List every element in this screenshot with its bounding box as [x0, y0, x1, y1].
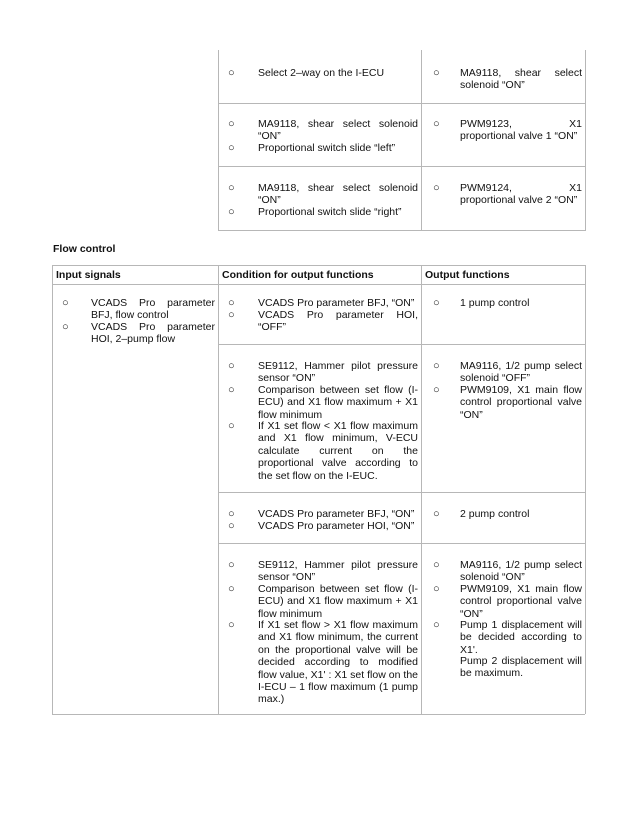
- flow-table-header-divider: [52, 284, 585, 285]
- condition-text: VCADS Pro parameter HOI, “ON”: [258, 520, 415, 532]
- circle-bullet-icon: ○: [433, 360, 440, 372]
- circle-bullet-icon: ○: [228, 309, 235, 321]
- flow-table-row-divider: [218, 492, 585, 493]
- circle-bullet-icon: ○: [228, 384, 235, 396]
- condition-text: Select 2–way on the I-ECU: [258, 67, 385, 79]
- circle-bullet-icon: ○: [433, 619, 440, 631]
- circle-bullet-icon: ○: [433, 297, 440, 309]
- header-condition: Condition for output functions: [222, 269, 374, 281]
- circle-bullet-icon: ○: [62, 297, 69, 309]
- circle-bullet-icon: ○: [433, 384, 440, 396]
- condition-text: VCADS Pro parameter BFJ, “ON”: [258, 508, 415, 520]
- condition-text: Comparison between set flow (I-ECU) and X1 flow maximum + X1 flow minimum: [258, 384, 418, 421]
- section-title: Flow control: [53, 243, 116, 255]
- condition-text: MA9118, shear select solenoid “ON”: [258, 182, 418, 207]
- circle-bullet-icon: ○: [228, 619, 235, 631]
- output-text: Pump 1 displacement will be decided according to X1'.: [460, 619, 582, 656]
- circle-bullet-icon: ○: [433, 583, 440, 595]
- flow-table-row-divider: [218, 543, 585, 544]
- output-text: PWM9109, X1 main flow control proportional valve “ON”: [460, 384, 582, 421]
- condition-text: Comparison between set flow (I-ECU) and X1 flow maximum + X1 flow minimum: [258, 583, 418, 620]
- circle-bullet-icon: ○: [228, 206, 235, 218]
- condition-text: Proportional switch slide “right”: [258, 206, 402, 218]
- circle-bullet-icon: ○: [433, 67, 440, 79]
- top-table-right-border: [585, 50, 586, 231]
- top-table-row-divider: [218, 166, 585, 167]
- flow-table-left-border: [52, 265, 53, 714]
- output-text: PWM9109, X1 main flow control proportional valve “ON”: [460, 583, 582, 620]
- output-text: MA9118, shear select solenoid “ON”: [460, 67, 582, 92]
- circle-bullet-icon: ○: [228, 520, 235, 532]
- top-table-mid-border: [421, 50, 422, 231]
- flow-table-col-divider: [218, 265, 219, 714]
- input-signal-text: VCADS Pro parameter HOI, 2–pump flow: [91, 321, 215, 346]
- circle-bullet-icon: ○: [433, 559, 440, 571]
- top-table-bottom-border: [218, 230, 585, 231]
- condition-text: Proportional switch slide “left”: [258, 142, 396, 154]
- circle-bullet-icon: ○: [228, 118, 235, 130]
- output-text: 1 pump control: [460, 297, 530, 309]
- circle-bullet-icon: ○: [228, 559, 235, 571]
- circle-bullet-icon: ○: [433, 118, 440, 130]
- flow-table-col-divider: [421, 265, 422, 714]
- top-table-row-divider: [218, 103, 585, 104]
- output-text: PWM9124, X1 proportional valve 2 “ON”: [460, 182, 582, 207]
- top-table-left-border: [218, 50, 219, 231]
- flow-table-row-divider: [218, 344, 585, 345]
- circle-bullet-icon: ○: [228, 360, 235, 372]
- condition-text: If X1 set flow < X1 flow maximum and X1 flow minimum, V-ECU calculate current on the proportional valve according to the set flow on the I-EUC.: [258, 420, 418, 482]
- flow-table-right-border: [585, 265, 586, 714]
- circle-bullet-icon: ○: [433, 182, 440, 194]
- condition-text: VCADS Pro parameter BFJ, “ON”: [258, 297, 415, 309]
- condition-text: SE9112, Hammer pilot pressure sensor “ON”: [258, 559, 418, 584]
- output-note-text: Pump 2 displacement will be maximum.: [460, 655, 582, 680]
- condition-text: MA9118, shear select solenoid “ON”: [258, 118, 418, 143]
- input-signal-text: VCADS Pro parameter BFJ, flow control: [91, 297, 215, 322]
- circle-bullet-icon: ○: [228, 297, 235, 309]
- output-text: 2 pump control: [460, 508, 530, 520]
- header-output-functions: Output functions: [425, 269, 510, 281]
- output-text: MA9116, 1/2 pump select solenoid “OFF”: [460, 360, 582, 385]
- condition-text: SE9112, Hammer pilot pressure sensor “ON”: [258, 360, 418, 385]
- circle-bullet-icon: ○: [228, 508, 235, 520]
- circle-bullet-icon: ○: [433, 508, 440, 520]
- output-text: MA9116, 1/2 pump select solenoid “ON”: [460, 559, 582, 584]
- circle-bullet-icon: ○: [228, 142, 235, 154]
- circle-bullet-icon: ○: [228, 583, 235, 595]
- circle-bullet-icon: ○: [228, 67, 235, 79]
- circle-bullet-icon: ○: [228, 420, 235, 432]
- output-text: PWM9123, X1 proportional valve 1 “ON”: [460, 118, 582, 143]
- condition-text: If X1 set flow > X1 flow maximum and X1 flow minimum, the current on the proportional valve will be decided according to modified flow value, X1' : X1 set flow on the I-ECU – 1 flow maximum (1 pump max.): [258, 619, 418, 706]
- circle-bullet-icon: ○: [62, 321, 69, 333]
- flow-table-top-border: [52, 265, 585, 266]
- header-input-signals: Input signals: [56, 269, 121, 281]
- flow-table-bottom-border: [52, 714, 585, 715]
- condition-text: VCADS Pro parameter HOI, “OFF”: [258, 309, 418, 334]
- circle-bullet-icon: ○: [228, 182, 235, 194]
